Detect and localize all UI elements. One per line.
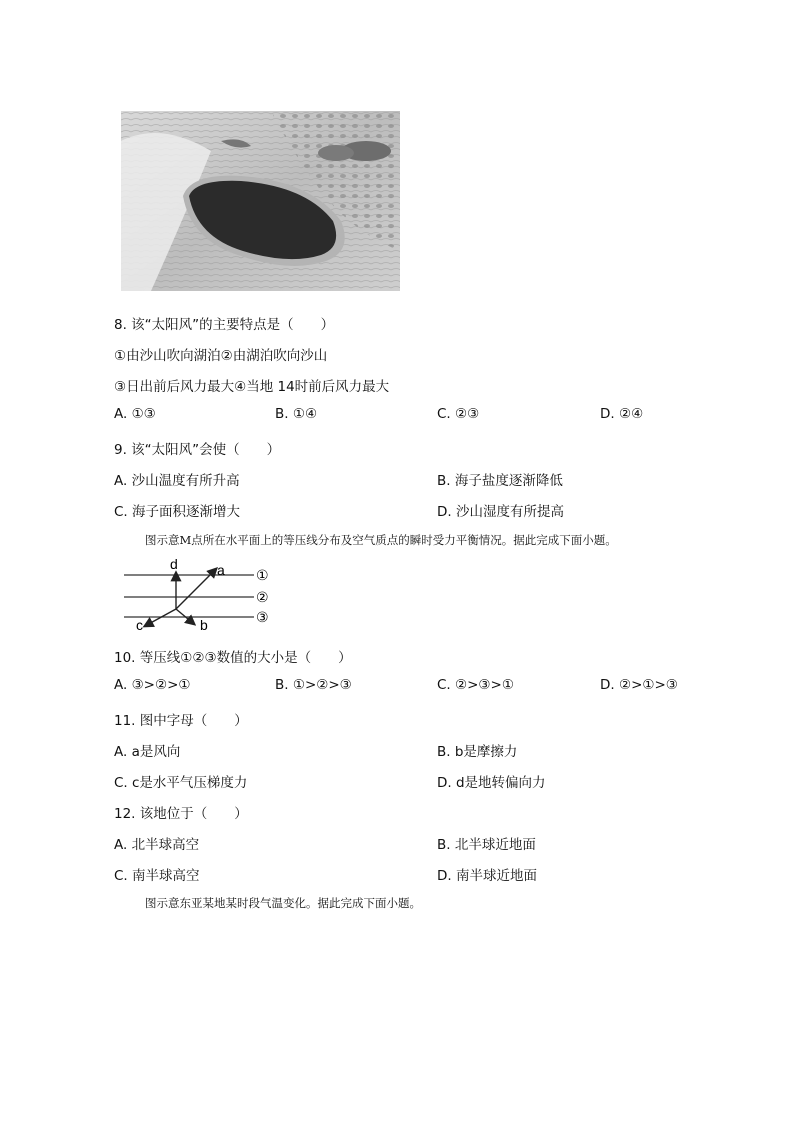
q8-option-d[interactable]: D. ②④ [600,406,644,422]
q8-option-b[interactable]: B. ①④ [275,406,318,422]
q11-option-a[interactable]: A. a是风向 [114,744,181,760]
intro-isobar: 图示意M点所在水平面上的等压线分布及空气质点的瞬时受力平衡情况。据此完成下面小题。 [145,533,617,547]
q8-statement-1: ①由沙山吹向湖泊②由湖泊吹向沙山 [114,348,328,364]
q12-option-b[interactable]: B. 北半球近地面 [437,837,536,853]
isobar-diagram [118,556,278,634]
q10-option-a[interactable]: A. ③>②>① [114,677,191,693]
q11-stem: 11. 图中字母（ ） [114,713,248,729]
q11-option-b[interactable]: B. b是摩擦力 [437,744,518,760]
q11-option-c[interactable]: C. c是水平气压梯度力 [114,775,248,791]
q8-stem: 8. 该“太阳风”的主要特点是（ ） [114,317,335,333]
isobar-label-1: ① [256,568,269,584]
q10-option-b[interactable]: B. ①>②>③ [275,677,352,693]
q10-option-c[interactable]: C. ②>③>① [437,677,514,693]
q12-stem: 12. 该地位于（ ） [114,806,248,822]
q8-statement-2: ③日出前后风力最大④当地 14时前后风力最大 [114,379,390,395]
q9-option-d[interactable]: D. 沙山湿度有所提高 [437,504,564,520]
q8-option-a[interactable]: A. ①③ [114,406,156,422]
label-a: a [217,562,225,578]
q9-option-b[interactable]: B. 海子盐度逐渐降低 [437,473,563,489]
isobar-label-2: ② [256,590,269,606]
q10-option-d[interactable]: D. ②>①>③ [600,677,678,693]
label-c: c [136,617,143,633]
q9-stem: 9. 该“太阳风”会使（ ） [114,442,281,458]
q12-option-c[interactable]: C. 南半球高空 [114,868,200,884]
q9-option-a[interactable]: A. 沙山温度有所升高 [114,473,240,489]
label-d: d [170,556,178,572]
isobar-label-3: ③ [256,610,269,626]
q10-stem: 10. 等压线①②③数值的大小是（ ） [114,650,352,666]
label-b: b [200,617,208,633]
q12-option-a[interactable]: A. 北半球高空 [114,837,200,853]
q8-option-c[interactable]: C. ②③ [437,406,480,422]
q11-option-d[interactable]: D. d是地转偏向力 [437,775,546,791]
q9-option-c[interactable]: C. 海子面积逐渐增大 [114,504,241,520]
desert-lake-photo [121,111,400,291]
intro-temperature: 图示意东亚某地某时段气温变化。据此完成下面小题。 [145,896,421,910]
q12-option-d[interactable]: D. 南半球近地面 [437,868,537,884]
